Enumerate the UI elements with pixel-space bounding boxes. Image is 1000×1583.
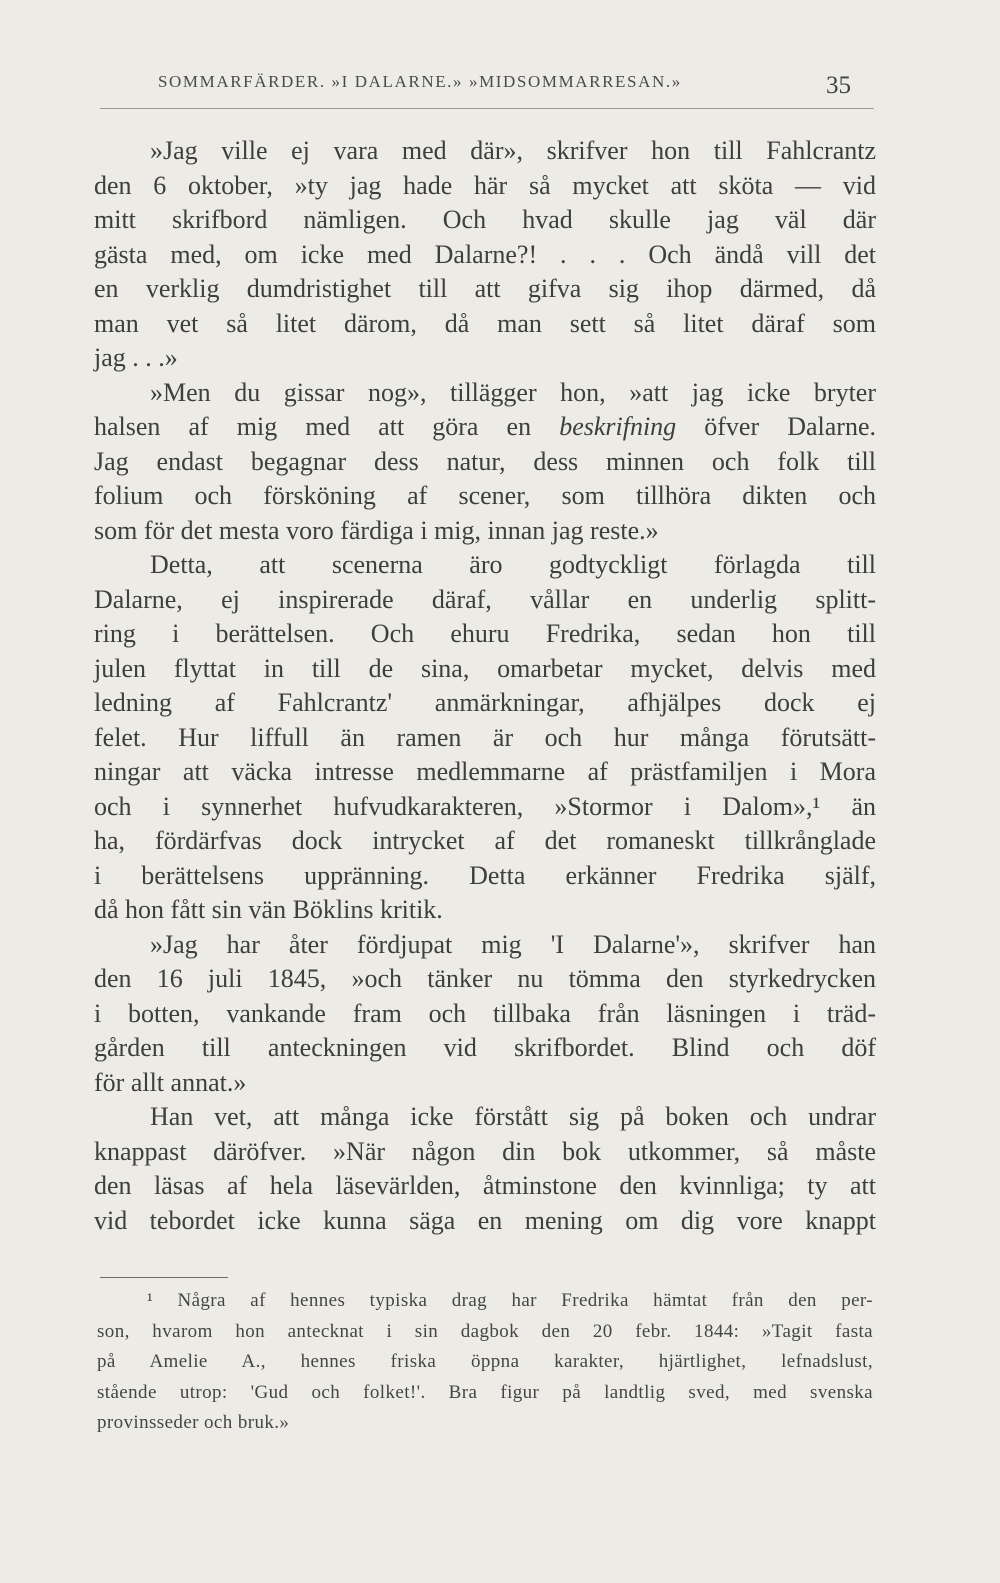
text-line: halsen af mig med att göra en beskrifning öfver Dalarne. (94, 412, 876, 441)
text-line: ha, fördärfvas dock intrycket af det romaneskt tillkrånglade (94, 826, 876, 855)
text-line: »Jag ville ej vara med där», skrifver hon till Fahlcrantz (150, 136, 876, 165)
running-head: SOMMARFÄRDER. »I DALARNE.» »MIDSOMMARRESAN.» (158, 72, 682, 91)
text-line: den 16 juli 1845, »och tänker nu tömma den styrkedrycken (94, 964, 876, 993)
text-line: en verklig dumdristighet till att gifva sig ihop därmed, då (94, 274, 876, 303)
text-line: folium och försköning af scener, som tillhöra dikten och (94, 481, 876, 510)
text-line: »Jag har åter fördjupat mig 'I Dalarne'», skrifver han (150, 929, 876, 959)
text-line: gästa med, om icke med Dalarne?! . . . Och ändå vill det (94, 239, 876, 269)
text-line: »Men du gissar nog», tillägger hon, »att jag icke bryter (150, 377, 876, 407)
page-number: 35 (826, 72, 851, 99)
text-line: vid tebordet icke kunna säga en mening om dig vore knappt (94, 1205, 876, 1235)
text-line: Detta, att scenerna äro godtyckligt förlagda till (150, 550, 876, 579)
footnote-line: stående utrop: 'Gud och folket!'. Bra figur på landtlig sved, med svenska (97, 1381, 873, 1403)
text-line: felet. Hur liffull än ramen är och hur många förutsätt- (94, 722, 876, 752)
text-line: i berättelsens uppränning. Detta erkänner Fredrika själf, (94, 860, 876, 890)
footnote-line: provinsseder och bruk.» (97, 1412, 290, 1433)
text-line: den läsas af hela läsevärlden, åtminstone den kvinnliga; ty att (94, 1171, 876, 1200)
text-line: för allt annat.» (94, 1067, 247, 1097)
text-line: man vet så litet därom, då man sett så litet däraf som (94, 308, 876, 338)
text-line: Jag endast begagnar dess natur, dess minnen och folk till (94, 446, 876, 476)
footnote-line: ¹ Några af hennes typiska drag har Fredrika hämtat från den per- (147, 1290, 873, 1311)
footnote-rule (100, 1277, 228, 1278)
header-rule (100, 108, 874, 109)
text-line: gården till anteckningen vid skrifbordet. Blind och döf (94, 1033, 876, 1062)
text-line: jag . . .» (94, 343, 178, 372)
text-line: ring i berättelsen. Och ehuru Fredrika, sedan hon till (94, 619, 876, 648)
text-line: julen flyttat in till de sina, omarbetar mycket, delvis med (94, 653, 876, 683)
text-line: knappast däröfver. »När någon din bok utkommer, så måste (94, 1136, 876, 1166)
text-line: ningar att väcka intresse medlemmarne af prästfamiljen i Mora (94, 757, 876, 786)
emphasized-word: beskrifning (559, 412, 677, 441)
footnote-line: son, hvarom hon antecknat i sin dagbok den 20 febr. 1844: »Tagit fasta (97, 1320, 873, 1342)
text-line: i botten, vankande fram och tillbaka från läsningen i träd- (94, 998, 876, 1028)
text-line: mitt skrifbord nämligen. Och hvad skulle jag väl där (94, 205, 876, 234)
text-line: Han vet, att många icke förstått sig på boken och undrar (150, 1102, 876, 1131)
text-line: som för det mesta voro färdiga i mig, innan jag reste.» (94, 515, 659, 545)
footnotes (97, 1286, 873, 1439)
text-line: och i synnerhet hufvudkarakteren, »Stormor i Dalom»,¹ än (94, 791, 876, 821)
text-line: då hon fått sin vän Böklins kritik. (94, 895, 443, 924)
body-text (94, 134, 876, 1238)
text-line: ledning af Fahlcrantz' anmärkningar, afhjälpes dock ej (94, 688, 876, 717)
text-line: Dalarne, ej inspirerade däraf, vållar en underlig splitt- (94, 584, 876, 614)
text-line: den 6 oktober, »ty jag hade här så mycket att sköta — vid (94, 170, 876, 200)
footnote-line: på Amelie A., hennes friska öppna karakter, hjärtlighet, lefnadslust, (97, 1351, 873, 1372)
